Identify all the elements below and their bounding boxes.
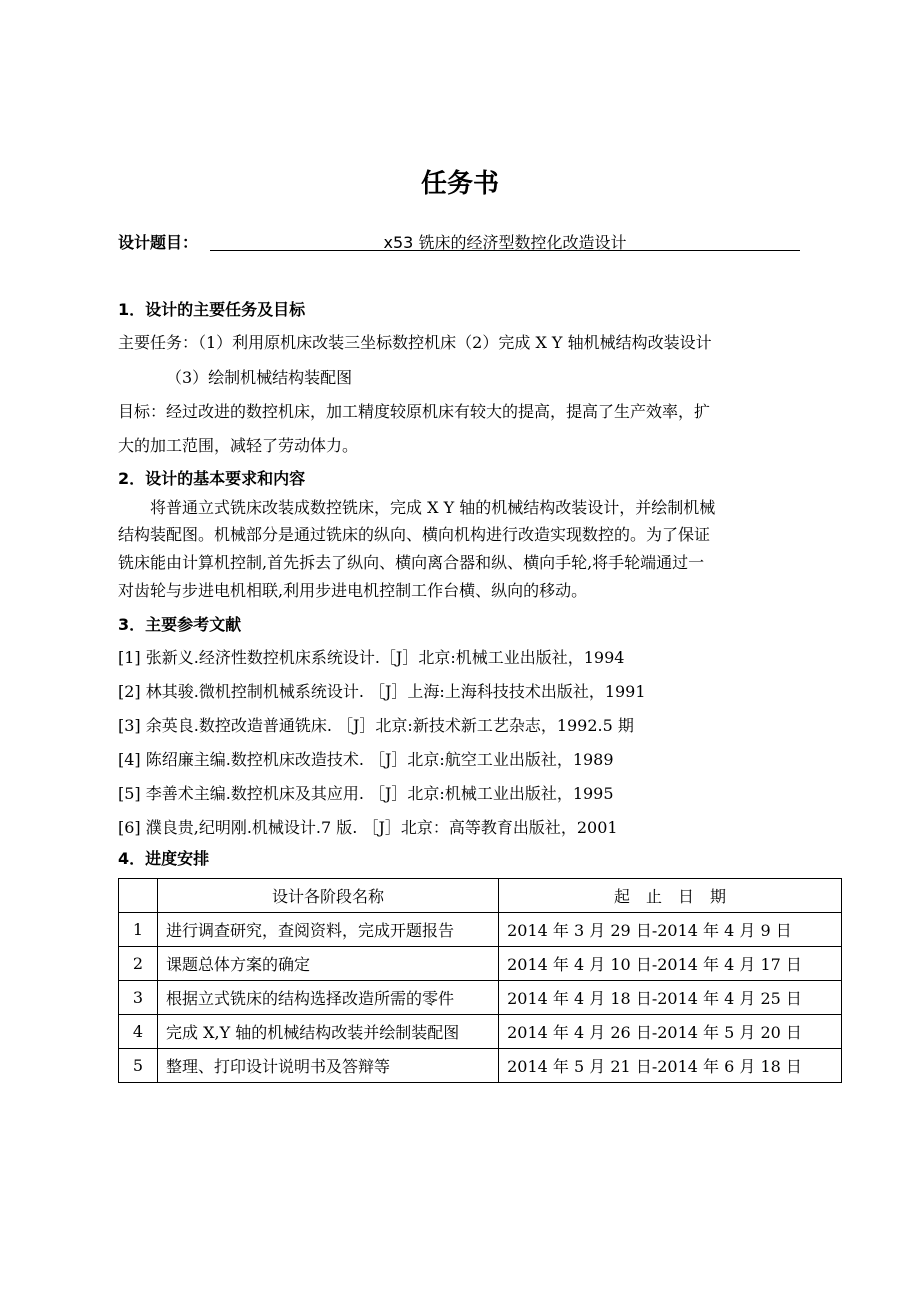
row-stage-name: 完成 X,Y 轴的机械结构改装并绘制装配图 [158,1015,499,1049]
row-index: 5 [119,1049,158,1083]
row-index: 4 [119,1015,158,1049]
table-row [119,1015,842,1049]
reference-item-5: [5] 李善术主编.数控机床及其应用. ［J］北京:机械工业出版社，1995 [118,784,614,803]
table-row [119,913,842,947]
schedule-table [118,878,842,1083]
section-heading-references: 3．主要参考文献 [118,615,242,634]
goal-line-2: 大的加工范围，减轻了劳动体力。 [118,436,359,455]
requirements-line-1: 将普通立式铣床改装成数控铣床，完成 X Y 轴的机械结构改装设计，并绘制机械 [150,498,716,517]
tasks-line-2: （3）绘制机械结构装配图 [166,368,353,387]
row-dates: 2014 年 5 月 21 日-2014 年 6 月 18 日 [499,1049,842,1083]
design-topic-value: x53 铣床的经济型数控化改造设计 [210,230,800,251]
header-stage-name: 设计各阶段名称 [158,879,499,913]
requirements-line-3: 铣床能由计算机控制,首先拆去了纵向、横向离合器和纵、横向手轮,将手轮端通过一 [118,553,705,572]
table-row [119,947,842,981]
goal-line-1: 目标：经过改进的数控机床，加工精度较原机床有较大的提高，提高了生产效率，扩 [118,402,711,421]
section-heading-schedule: 4．进度安排 [118,849,210,868]
row-dates: 2014 年 3 月 29 日-2014 年 4 月 9 日 [499,913,842,947]
requirements-line-4: 对齿轮与步进电机相联,利用步进电机控制工作台横、纵向的移动。 [118,581,588,600]
reference-item-6: [6] 濮良贵,纪明刚.机械设计.7 版. ［J］北京：高等教育出版社，2001 [118,818,618,837]
header-index [119,879,158,913]
header-dates: 起 止 日 期 [499,879,842,913]
reference-item-3: [3] 余英良.数控改造普通铣床. ［J］北京:新技术新工艺杂志，1992.5 期 [118,716,634,735]
schedule-header-row [119,879,842,913]
tasks-line-1: 主要任务：（1）利用原机床改装三坐标数控机床（2）完成 X Y 轴机械结构改装设计 [118,333,712,352]
row-dates: 2014 年 4 月 18 日-2014 年 4 月 25 日 [499,981,842,1015]
row-dates: 2014 年 4 月 26 日-2014 年 5 月 20 日 [499,1015,842,1049]
table-row [119,981,842,1015]
section-heading-tasks: 1．设计的主要任务及目标 [118,300,306,319]
row-stage-name: 课题总体方案的确定 [158,947,499,981]
table-row [119,1049,842,1083]
page-title: 任务书 [420,169,499,199]
row-index: 3 [119,981,158,1015]
reference-item-1: [1] 张新义.经济性数控机床系统设计.［J］北京:机械工业出版社，1994 [118,648,625,667]
section-heading-requirements: 2．设计的基本要求和内容 [118,469,306,488]
design-topic-row [118,230,808,254]
row-stage-name: 根据立式铣床的结构选择改造所需的零件 [158,981,499,1015]
reference-item-2: [2] 林其骏.微机控制机械系统设计. ［J］上海:上海科技技术出版社，1991 [118,682,646,701]
row-dates: 2014 年 4 月 10 日-2014 年 4 月 17 日 [499,947,842,981]
reference-item-4: [4] 陈绍廉主编.数控机床改造技术. ［J］北京:航空工业出版社，1989 [118,750,614,769]
row-stage-name: 整理、打印设计说明书及答辩等 [158,1049,499,1083]
design-topic-label: 设计题目： [118,233,199,252]
row-index: 2 [119,947,158,981]
row-index: 1 [119,913,158,947]
requirements-line-2: 结构装配图。机械部分是通过铣床的纵向、横向机构进行改造实现数控的。为了保证 [118,525,711,544]
row-stage-name: 进行调查研究，查阅资料，完成开题报告 [158,913,499,947]
